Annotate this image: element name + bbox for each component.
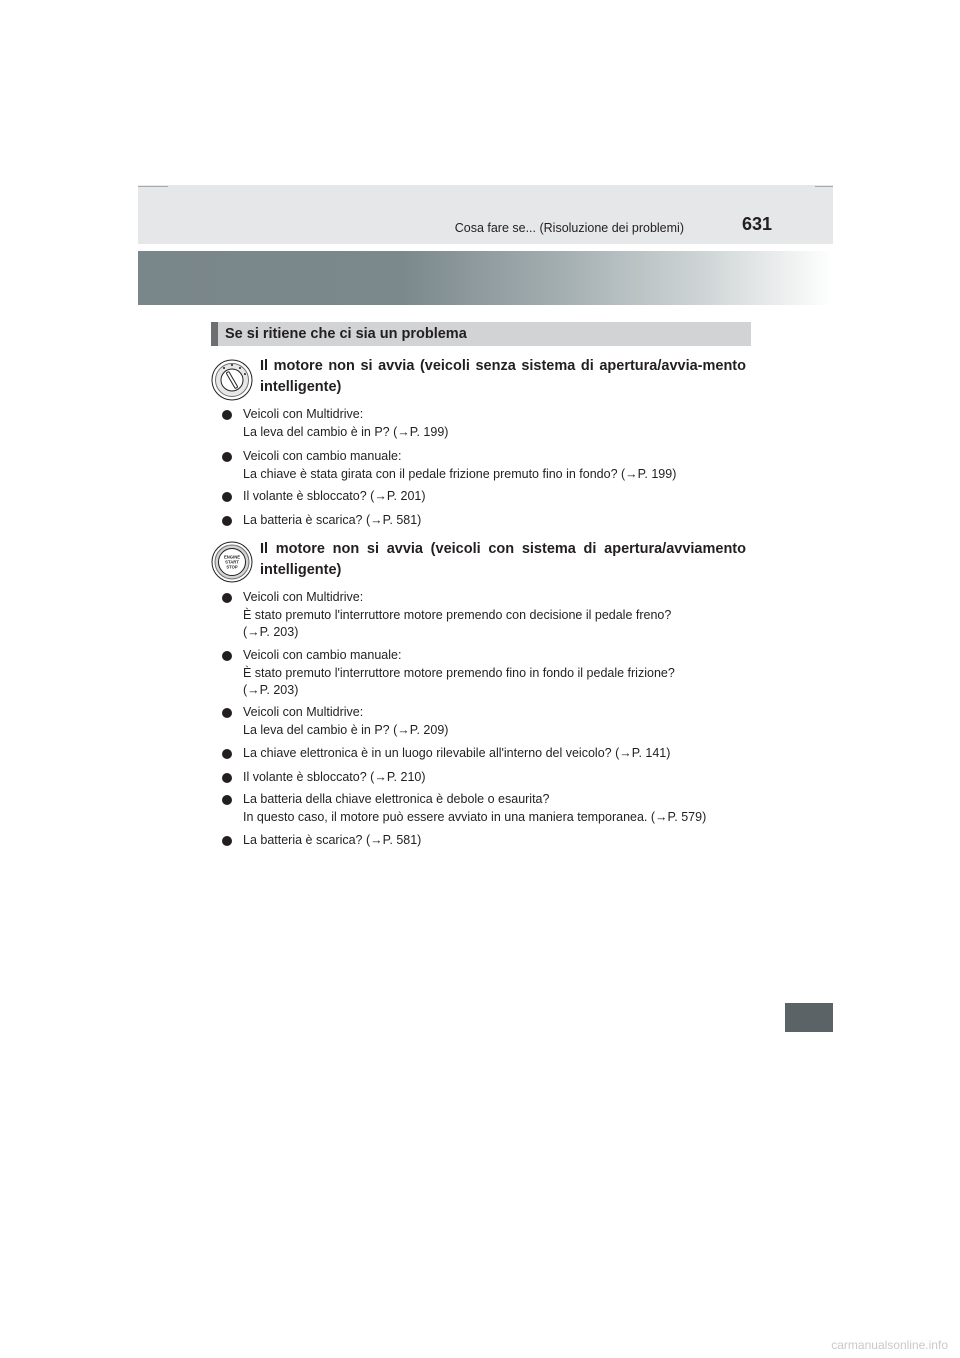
section-title: Se si ritiene che ci sia un problema <box>225 326 467 342</box>
bullet-dot <box>222 773 232 783</box>
list-item: La batteria è scarica? (→P. 581) <box>222 512 762 530</box>
list-item: La batteria della chiave elettronica è debole o esaurita? In questo caso, il motore può essere avviato in una maniera temporanea. (→P. 579) <box>222 791 762 826</box>
ignition-key-switch-icon <box>211 359 253 401</box>
list-item: Veicoli con Multidrive: La leva del cambio è in P? (→P. 199) <box>222 406 762 441</box>
list-item: La batteria è scarica? (→P. 581) <box>222 832 762 850</box>
section-heading-accent <box>211 322 218 346</box>
bullet-dot <box>222 593 232 603</box>
bullet-dot <box>222 836 232 846</box>
chapter-title: Cosa fare se... (Risoluzione dei problemi) <box>454 221 684 235</box>
bullet-dot <box>222 452 232 462</box>
bullet-dot <box>222 795 232 805</box>
block-title: Il motore non si avvia (veicoli con sistema di apertura/avviamento intelligente) <box>260 541 746 578</box>
bullet-dot <box>222 492 232 502</box>
bullet-dot <box>222 410 232 420</box>
page-number: 631 <box>742 214 773 234</box>
icon-label-start: START <box>225 559 239 565</box>
bullet-dot <box>222 708 232 718</box>
block-title: Il motore non si avvia (veicoli senza sistema di apertura/avvia-mento intelligente) <box>260 358 746 395</box>
page-header-band <box>138 185 833 244</box>
header-rule-right <box>815 186 833 187</box>
decorative-gradient-band <box>138 251 833 305</box>
bullet-dot <box>222 749 232 759</box>
bullet-dot <box>222 516 232 526</box>
watermark: carmanualsonline.info <box>831 1338 948 1352</box>
header-rule-left <box>138 186 168 187</box>
engine-start-stop-button-icon <box>211 541 253 583</box>
icon-label-stop: STOP <box>226 564 238 570</box>
list-item: Il volante è sbloccato? (→P. 210) <box>222 769 762 787</box>
list-item: La chiave elettronica è in un luogo rilevabile all'interno del veicolo? (→P. 141) <box>222 745 762 763</box>
list-item: Veicoli con cambio manuale: È stato premuto l'interruttore motore premendo fino in fondo il pedale frizione? (→P. 203) <box>222 647 762 700</box>
icon-label-engine: ENGINE <box>223 554 241 560</box>
list-item: Veicoli con Multidrive: È stato premuto l'interruttore motore premendo con decisione il pedale freno? (→P. 203) <box>222 589 762 642</box>
list-item: Veicoli con Multidrive: La leva del cambio è in P? (→P. 209) <box>222 704 762 739</box>
list-item: Veicoli con cambio manuale: La chiave è stata girata con il pedale frizione premuto fino in fondo? (→P. 199) <box>222 448 762 483</box>
bullet-dot <box>222 651 232 661</box>
chapter-side-tab <box>785 1003 833 1032</box>
list-item: Il volante è sbloccato? (→P. 201) <box>222 488 762 506</box>
